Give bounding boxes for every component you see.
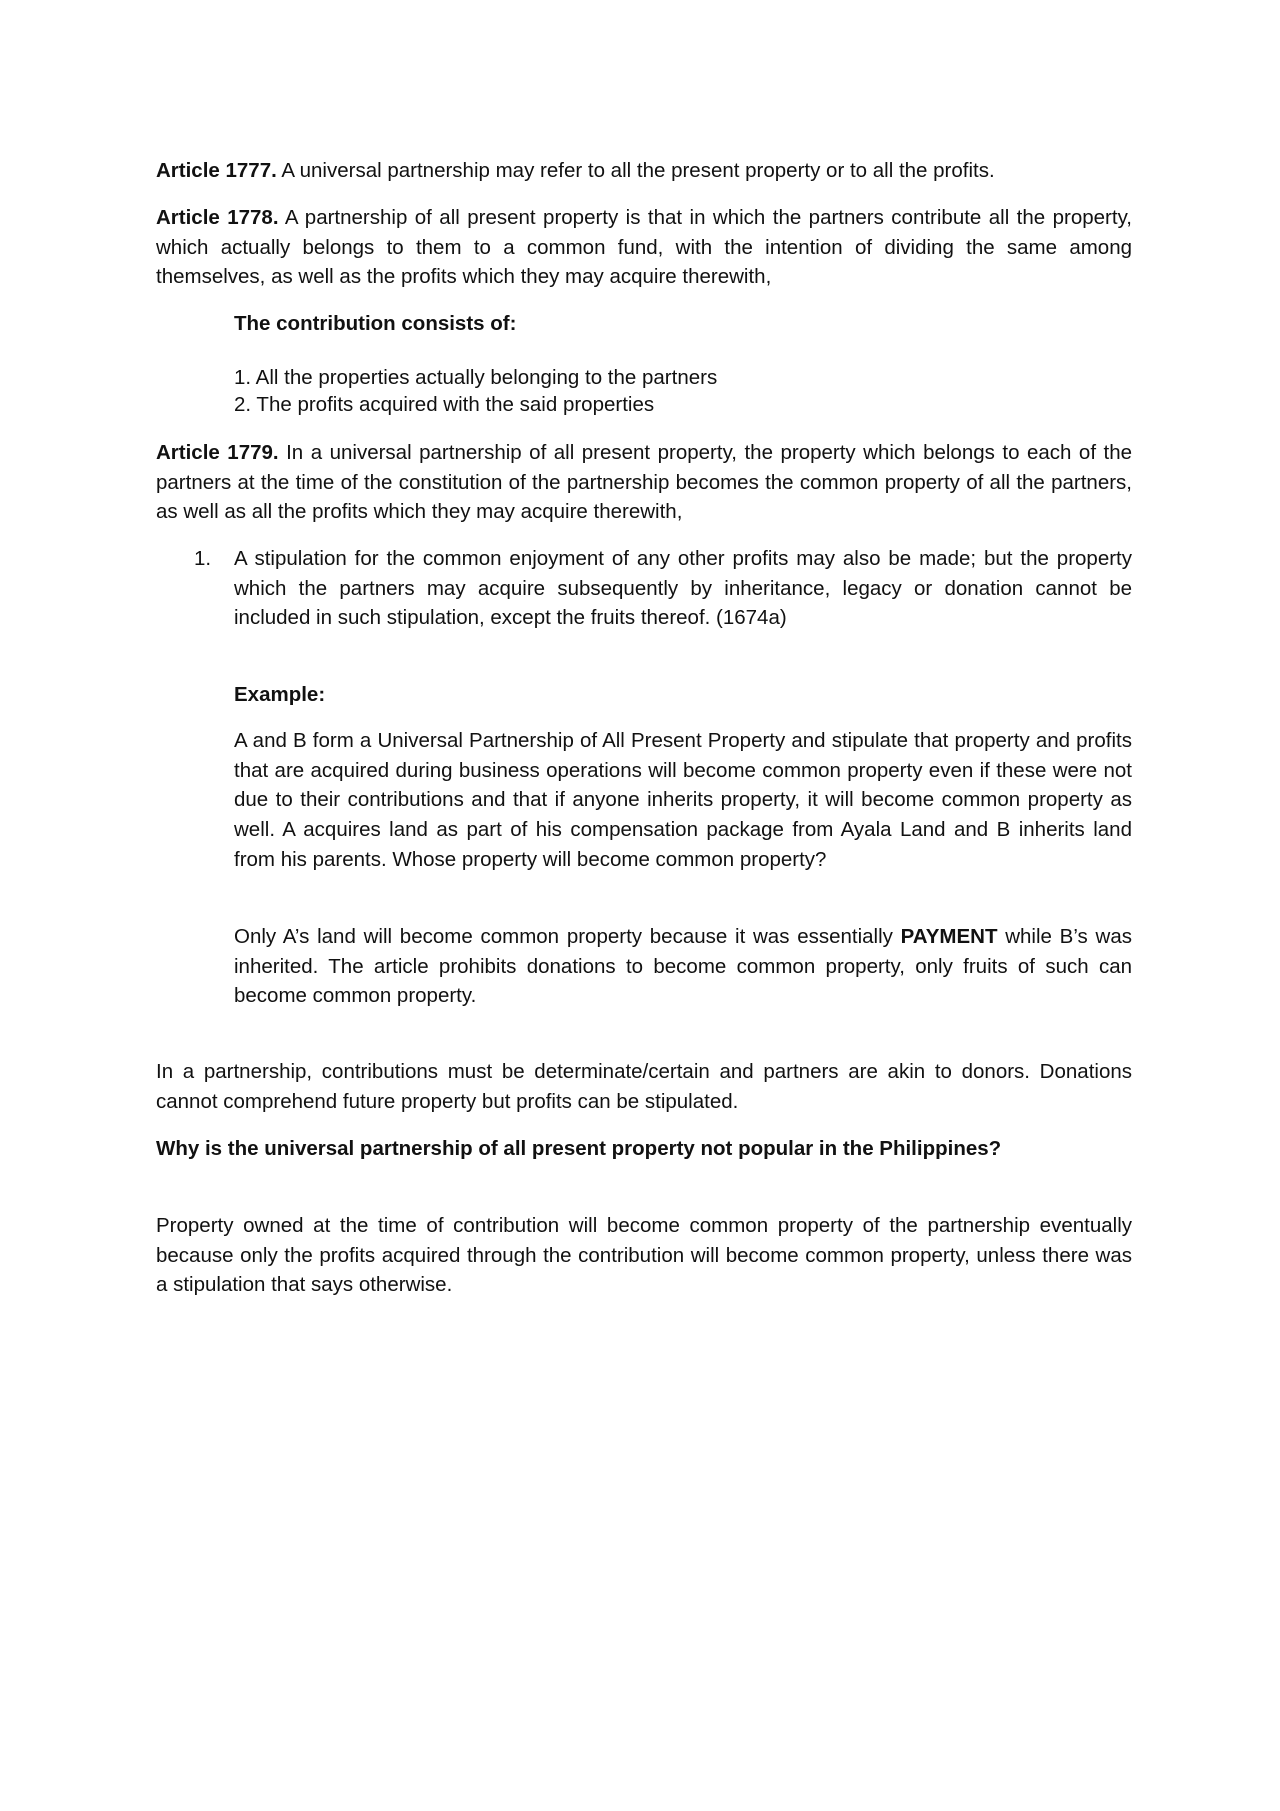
example-question: A and B form a Universal Partnership of All Present Property and stipulate that property and profits that are acquired during business operations will become common property even if these were not due to their contributions and that if anyone inherits property, it will become common property as well. A acquires land as part of his compensation package from Ayala Land and B inherits land from his parents. Whose property will become common property? [234,729,1132,871]
example-answer [234,922,1132,1011]
contribution-note: In a partnership, contributions must be determinate/certain and partners are akin to donors. Donations cannot comprehend future property but profits can be stipulated. [156,1060,1132,1113]
why-answer: Property owned at the time of contribution will become common property of the partnership eventually because only the profits acquired through the contribution will become common property, unless there was a stipulation that says otherwise. [156,1214,1132,1297]
contribution-list [234,364,1132,418]
article-1779 [156,438,1132,527]
article-text: A universal partnership may refer to all the present property or to all the profits. [276,159,995,182]
why-question [156,1134,1132,1164]
list-number: 1. [194,547,212,570]
stipulation-text: A stipulation for the common enjoyment of any other profits may also be made; but the property which the partners may acquire subsequently by inheritance, legacy or donation cannot be included in such stipulation, except the fruits thereof. (1674a) [234,547,1132,630]
question-text: Why is the universal partnership of all present property not popular in the Philippines? [156,1137,1002,1160]
article-label: Article 1779. [156,441,279,464]
list-item: 2. The profits acquired with the said properties [234,393,655,416]
heading-text: Example: [234,683,326,706]
article-label: Article 1778. [156,206,279,229]
example-heading [234,680,1132,710]
answer-emphasis: PAYMENT [900,925,998,948]
article-1777 [156,156,1132,186]
heading-text: The contribution consists of: [234,312,517,335]
article-text: In a universal partnership of all present property, the property which belongs to each of the partners at the time of the constitution of the partnership becomes the common property of all the partners, as well as all the profits which they may acquire therewith, [156,441,1132,524]
article-label: Article 1777. [156,159,277,182]
answer-text: Only A’s land will become common property because it was essentially [234,925,901,948]
stipulation-item [194,544,1132,633]
article-text: A partnership of all present property is that in which the partners contribute all the property, which actually belongs to them to a common fund, with the intention of dividing the same among themselves, as well as the profits which they may acquire therewith, [156,206,1132,289]
article-1778 [156,203,1132,292]
contribution-heading [234,309,1132,339]
list-item: 1. All the properties actually belonging to the partners [234,366,718,389]
answer-text: while B’s was inherited. The article prohibits donations to become common property, only fruits of such can become common property. [234,925,1132,1008]
